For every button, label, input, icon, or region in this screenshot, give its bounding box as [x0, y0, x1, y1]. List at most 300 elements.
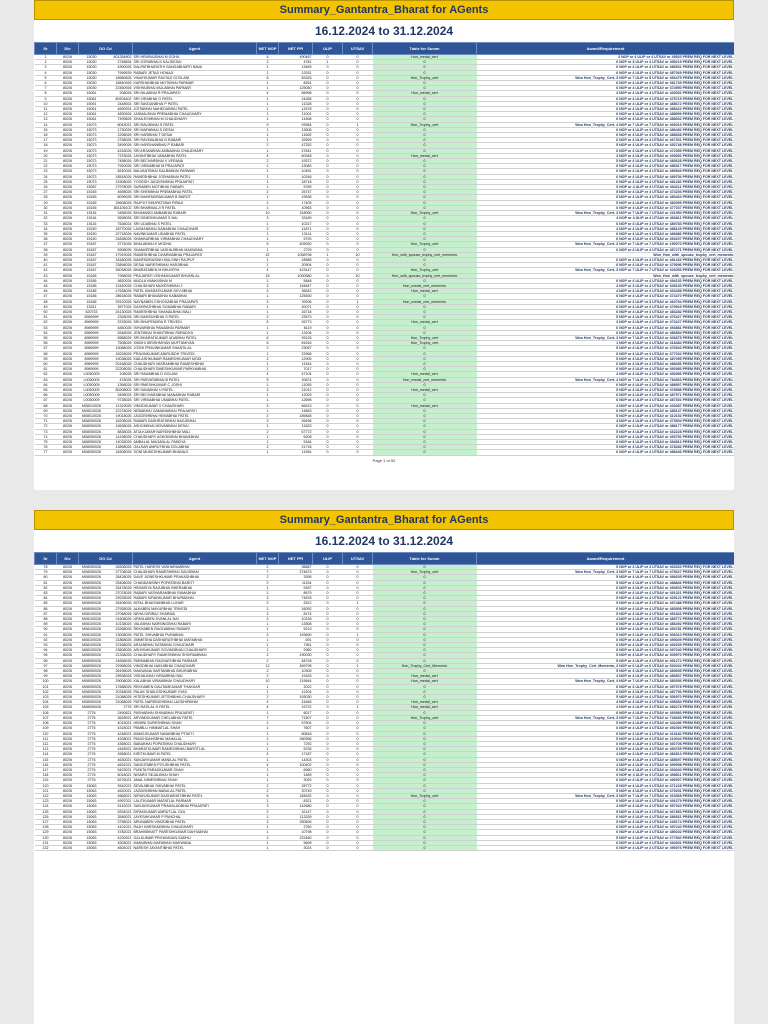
cell-award: 5 NOP or 4 ULIP or 4 UTSAV or 309970 PREM REQ FOR NEXT LEVEL: [477, 653, 734, 658]
cell-code: 18518026: [105, 174, 133, 179]
cell-do: 15063: [79, 799, 105, 804]
cell-sr: 94: [35, 648, 57, 653]
cell-do: M08050026: [79, 596, 105, 601]
cell-agent: RAJPUT BHUPATSINH PIRAJI: [133, 200, 257, 205]
cell-table-summ: 0: [373, 263, 477, 268]
cell-net-nop: 3: [257, 804, 279, 809]
cell-agent: KIRITKUMAR M PATEL: [133, 752, 257, 757]
cell-div: 802/6: [57, 424, 79, 429]
cell-do: 2776: [79, 767, 105, 772]
cell-table-summ: 0: [373, 424, 477, 429]
cell-agent: SRI RAVJIBHAI S PATEL: [133, 122, 257, 127]
cell-award: 6 NOP or 4 ULIP or 4 UTSAV or 494816 PREM REQ FOR NEXT LEVEL: [477, 440, 734, 445]
cell-code: 18840926: [105, 81, 133, 86]
cell-do: 15186: [79, 278, 105, 283]
cell-ulip: 0: [313, 320, 343, 325]
cell-award: 5 NOP or 4 ULIP or 4 UTSAV or 452748 PREM REQ FOR NEXT LEVEL: [477, 143, 734, 148]
cell-net-fpi: 10963: [279, 205, 313, 210]
cell-table-summ: 0: [373, 710, 477, 715]
cell-utsav: 0: [343, 320, 373, 325]
cell-agent: ATULKUMAR NARSINHBHAI MALI: [133, 429, 257, 434]
cell-div: 802/6: [57, 247, 79, 252]
table-row: [35, 450, 735, 455]
cell-agent: MAHENDRASINH MULSINH RAJPUT: [133, 257, 257, 262]
cell-net-nop: 1: [257, 263, 279, 268]
cell-do: 15116: [79, 216, 105, 221]
cell-net-fpi: 20904: [279, 263, 313, 268]
cell-table-summ: 0: [373, 450, 477, 455]
cell-utsav: 0: [343, 637, 373, 642]
cell-agent: CHANDANSINH POPATBHAI BAROT: [133, 580, 257, 585]
cell-do: M08050026: [79, 429, 105, 434]
cell-sr: 22: [35, 164, 57, 169]
cell-net-nop: 1: [257, 179, 279, 184]
cell-sr: 31: [35, 211, 57, 216]
cell-code: 4604021: [105, 845, 133, 850]
cell-utsav: 0: [343, 325, 373, 330]
cell-ulip: 0: [313, 783, 343, 788]
cell-ulip: 0: [313, 185, 343, 190]
cell-ulip: 0: [313, 622, 343, 627]
cell-div: 802/6: [57, 840, 79, 845]
cell-net-fpi: 280956: [279, 736, 313, 741]
cell-net-nop: 1: [257, 112, 279, 117]
cell-utsav: 0: [343, 70, 373, 75]
cell-net-fpi: 4781: [279, 60, 313, 65]
cell-net-nop: 3: [257, 289, 279, 294]
cell-do: 15063: [79, 819, 105, 824]
cell-agent: JENTIBHAI SHANTIBHAI PARADIYA: [133, 330, 257, 335]
cell-net-fpi: 10451: [279, 169, 313, 174]
cell-net-fpi: 60948: [279, 153, 313, 158]
cell-agent: DIPAKKUMAR AMRUTLAL OZA: [133, 809, 257, 814]
cell-net-fpi: 19372: [279, 159, 313, 164]
cell-code: 17638026: [105, 289, 133, 294]
cell-div: 802/6: [57, 143, 79, 148]
cell-agent: JAGDISHBHAI HEMABHAI PATEL: [133, 414, 257, 419]
cell-award: 4 NOP or 4 ULIP or 4 UTSAV or 439052 PREM REQ FOR NEXT LEVEL: [477, 153, 734, 158]
cell-code: 18980826: [105, 75, 133, 80]
cell-code: 4630021: [105, 757, 133, 762]
cell-code: 26198026: [105, 669, 133, 674]
cell-net-fpi: 8321: [279, 799, 313, 804]
cell-do: 15166: [79, 273, 105, 278]
report-title: Summary_Gantantra_Bharat for AGents: [34, 0, 734, 20]
cell-div: 802/6: [57, 565, 79, 570]
cell-agent: JASMALBHAI PREMABHAI CHAUDHARY: [133, 112, 257, 117]
cell-net-fpi: 83325: [279, 75, 313, 80]
report-title: Summary_Gantantra_Bharat for AGents: [34, 510, 734, 530]
cell-net-fpi: 19163: [279, 674, 313, 679]
cell-table-summ: Hon_Trophy_cert: [373, 75, 477, 80]
cell-net-fpi: 33189: [279, 216, 313, 221]
cell-award: 5 NOP or 4 ULIP or 4 UTSAV or 489695 PREM REQ FOR NEXT LEVEL: [477, 669, 734, 674]
cell-agent: NARESH JAYANTIBHAI PATEL: [133, 845, 257, 850]
cell-utsav: 0: [343, 783, 373, 788]
cell-table-summ: 0: [373, 611, 477, 616]
cell-utsav: 0: [343, 643, 373, 648]
cell-utsav: 0: [343, 377, 373, 382]
cell-net-fpi: 7292: [279, 741, 313, 746]
cell-code: 22968026: [105, 663, 133, 668]
cell-net-fpi: 22968: [279, 351, 313, 356]
cell-net-fpi: 7607: [279, 726, 313, 731]
cell-do: M08050026: [79, 575, 105, 580]
cell-do: 15150: [79, 231, 105, 236]
cell-table-summ: Hon_medal_cert: [373, 153, 477, 158]
cell-do: 620733: [79, 309, 105, 314]
cell-award: 5 NOP or 4 ULIP or 4 UTSAV or 463333 PREM REQ FOR NEXT LEVEL: [477, 565, 734, 570]
cell-agent: SANJAYKUMAR PRAHALADBHAI PRAJAPATI: [133, 804, 257, 809]
cell-div: 802/6: [57, 309, 79, 314]
cell-net-nop: 2: [257, 143, 279, 148]
cell-utsav: 0: [343, 814, 373, 819]
cell-utsav: 0: [343, 294, 373, 299]
cell-award: 6 NOP or 4 ULIP or 4 UTSAV or 467301 PREM REQ FOR NEXT LEVEL: [477, 138, 734, 143]
cell-sr: 46: [35, 289, 57, 294]
cell-ulip: 0: [313, 741, 343, 746]
cell-agent: AMBALAL MAGANLAL PANDYA: [133, 440, 257, 445]
cell-div: 802/6: [57, 252, 79, 257]
cell-net-nop: 1: [257, 107, 279, 112]
cell-net-nop: 1: [257, 304, 279, 309]
cell-ulip: 0: [313, 330, 343, 335]
cell-utsav: 0: [343, 721, 373, 726]
cell-table-summ: 0: [373, 434, 477, 439]
cell-award: 5 NOP or 4 ULIP or 4 UTSAV or 471228 PREM REQ FOR NEXT LEVEL: [477, 783, 734, 788]
cell-table-summ: 0: [373, 445, 477, 450]
cell-ulip: 0: [313, 429, 343, 434]
cell-net-fpi: 16092: [279, 606, 313, 611]
cell-do: M08010026: [79, 414, 105, 419]
cell-sr: 12: [35, 112, 57, 117]
col-net-nop: NET NOP: [257, 553, 279, 565]
cell-net-nop: 1: [257, 825, 279, 830]
cell-sr: 114: [35, 752, 57, 757]
cell-net-fpi: 125530: [279, 294, 313, 299]
cell-agent: SHANKARBHAI VIRMABHAI CHAUDHARY: [133, 237, 257, 242]
cell-ulip: 0: [313, 440, 343, 445]
cell-ulip: 0: [313, 372, 343, 377]
cell-utsav: 0: [343, 60, 373, 65]
cell-code: 8838026: [105, 429, 133, 434]
cell-do: 15030: [79, 75, 105, 80]
cell-div: 802/6: [57, 138, 79, 143]
cell-net-fpi: 274673: [279, 570, 313, 575]
cell-net-fpi: 5184: [279, 440, 313, 445]
cell-award: 6 NOP or 4 ULIP or 4 UTSAV or 497240 PREM REQ FOR NEXT LEVEL: [477, 825, 734, 830]
cell-utsav: 0: [343, 731, 373, 736]
cell-ulip: 0: [313, 335, 343, 340]
cell-agent: ASHVINKUMAR GOVINDBHAI CHAUDHARY: [133, 648, 257, 653]
cell-table-summ: Hon_Trophy_Cert_Memento: [373, 663, 477, 668]
cell-do: M08050026: [79, 700, 105, 705]
cell-net-fpi: 93125: [279, 335, 313, 340]
cell-ulip: 0: [313, 726, 343, 731]
cell-utsav: 0: [343, 96, 373, 101]
cell-agent: BRAHMBHATT PARESHKUMAR DAHYABHAI: [133, 830, 257, 835]
cell-award: 6 NOP or 4 ULIP or 4 UTSAV or 488672 PREM REQ FOR NEXT LEVEL: [477, 101, 734, 106]
cell-code: 17688026: [105, 684, 133, 689]
cell-ulip: 0: [313, 596, 343, 601]
date-range: 16.12.2024 to 31.12.2024: [34, 20, 734, 42]
cell-award: 4 NOP or 4 ULIP or 4 UTSAV or 452896 PREM REQ FOR NEXT LEVEL: [477, 372, 734, 377]
cell-agent: JOSHI PRAVINKUMAR SHANTILAL: [133, 346, 257, 351]
cell-code: 4620021: [105, 788, 133, 793]
cell-net-nop: 1: [257, 164, 279, 169]
cell-agent: SRI VIRABHAI G PATEL: [133, 96, 257, 101]
cell-award: 5 NOP or 4 ULIP or 4 UTSAV or 478988 PREM REQ FOR NEXT LEVEL: [477, 388, 734, 393]
cell-div: 802/6: [57, 257, 79, 262]
cell-award: 6 NOP or 4 ULIP or 4 UTSAV or 491321 PREM REQ FOR NEXT LEVEL: [477, 591, 734, 596]
cell-net-nop: 2: [257, 736, 279, 741]
cell-award: 4 NOP or 4 ULIP or 4 UTSAV or 473504 PREM REQ FOR NEXT LEVEL: [477, 419, 734, 424]
cell-award: 6 NOP or 4 ULIP or 4 UTSAV or 491739 PREM REQ FOR NEXT LEVEL: [477, 81, 734, 86]
col-award: Award/Requirement: [477, 43, 734, 55]
cell-net-fpi: 1489: [279, 773, 313, 778]
cell-net-nop: 1: [257, 450, 279, 455]
cell-ulip: 0: [313, 221, 343, 226]
cell-utsav: 0: [343, 585, 373, 590]
cell-div: 802/6: [57, 356, 79, 361]
cell-utsav: 0: [343, 440, 373, 445]
cell-code: 25478026: [105, 585, 133, 590]
cell-sr: 44: [35, 278, 57, 283]
cell-agent: AMAL NIMESHBHAI SHAH: [133, 778, 257, 783]
cell-sr: 107: [35, 715, 57, 720]
cell-net-fpi: 142680: [279, 804, 313, 809]
cell-sr: 89: [35, 622, 57, 627]
agents-table: [34, 42, 734, 456]
cell-table-summ: 0: [373, 778, 477, 783]
cell-ulip: 0: [313, 112, 343, 117]
cell-net-fpi: 10217: [279, 221, 313, 226]
cell-award: 6 NOP or 4 ULIP or 4 UTSAV or 499309 PREM REQ FOR NEXT LEVEL: [477, 637, 734, 642]
cell-award: 4 NOP or 4 ULIP or 3 UTSAV or 460794 PREM REQ FOR NEXT LEVEL: [477, 299, 734, 304]
cell-ulip: 0: [313, 835, 343, 840]
cell-utsav: 0: [343, 205, 373, 210]
cell-do: 15063: [79, 788, 105, 793]
cell-net-fpi: 423147: [279, 268, 313, 273]
cell-div: 802/6: [57, 86, 79, 91]
cell-ulip: 0: [313, 55, 343, 60]
cell-ulip: 0: [313, 237, 343, 242]
cell-code: 1368026: [105, 382, 133, 387]
cell-do: 15030: [79, 65, 105, 70]
cell-ulip: 0: [313, 289, 343, 294]
cell-utsav: 0: [343, 148, 373, 153]
cell-agent: KALABHAI VIRAMBHAI CHAUDHARY: [133, 679, 257, 684]
cell-div: 802/6: [57, 700, 79, 705]
cell-sr: 123: [35, 799, 57, 804]
cell-table-summ: 0: [373, 138, 477, 143]
cell-sr: 109: [35, 726, 57, 731]
cell-div: 802/6: [57, 731, 79, 736]
cell-table-summ: 0: [373, 278, 477, 283]
cell-code: 29228026: [105, 596, 133, 601]
cell-agent: ARUNABEN VINODBHAI PATEL: [133, 819, 257, 824]
cell-div: 802/6: [57, 747, 79, 752]
cell-agent: HITESHKUMAR JETSHIBHAI CHAUDHARY: [133, 695, 257, 700]
cell-sr: 86: [35, 606, 57, 611]
cell-net-fpi: 3395: [279, 575, 313, 580]
cell-award: 5 NOP or 4 ULIP or 4 UTSAV or 451272 PREM REQ FOR NEXT LEVEL: [477, 658, 734, 663]
cell-sr: 106: [35, 710, 57, 715]
cell-net-fpi: 32147: [279, 809, 313, 814]
cell-div: 802/6: [57, 216, 79, 221]
cell-div: 802/6: [57, 377, 79, 382]
cell-utsav: 0: [343, 767, 373, 772]
cell-agent: URMILABEN JIVANLAL NAI: [133, 617, 257, 622]
cell-code: 4368021: [105, 741, 133, 746]
cell-ulip: 0: [313, 382, 343, 387]
cell-do: 8989999: [79, 315, 105, 320]
cell-award: 5 NOP or 4 ULIP or 4 UTSAV or 474253 PREM REQ FOR NEXT LEVEL: [477, 190, 734, 195]
cell-ulip: 0: [313, 231, 343, 236]
cell-table-summ: Hon_medal_cert: [373, 403, 477, 408]
cell-award: 6 NOP or 4 ULIP or 4 UTSAV or 493881 PREM REQ FOR NEXT LEVEL: [477, 325, 734, 330]
cell-do: M08050026: [79, 450, 105, 455]
cell-table-summ: 0: [373, 221, 477, 226]
cell-net-fpi: 11544: [279, 361, 313, 366]
cell-do: 8989999: [79, 367, 105, 372]
cell-code: 28618026: [105, 294, 133, 299]
cell-net-nop: 4: [257, 752, 279, 757]
cell-sr: 102: [35, 689, 57, 694]
cell-net-fpi: 17405: [279, 200, 313, 205]
cell-do: 15063: [79, 825, 105, 830]
cell-table-summ: 0: [373, 773, 477, 778]
cell-div: 802/6: [57, 689, 79, 694]
cell-net-nop: 5: [257, 242, 279, 247]
cell-agent: REKHABEN GAUTAMKUMAR THAKKAR: [133, 684, 257, 689]
cell-code: 3758021: [105, 819, 133, 824]
cell-net-fpi: 21718: [279, 445, 313, 450]
cell-do: M08010026: [79, 403, 105, 408]
cell-agent: BALVANTBHAI DALBABHAI PARMAR: [133, 169, 257, 174]
cell-utsav: 0: [343, 169, 373, 174]
cell-net-nop: 2: [257, 601, 279, 606]
cell-net-fpi: 11578: [279, 107, 313, 112]
cell-award: 4 NOP or 4 ULIP or 3 UTSAV or 480278 PREM REQ FOR NEXT LEVEL: [477, 705, 734, 710]
cell-net-nop: 1: [257, 778, 279, 783]
cell-sr: 40: [35, 257, 57, 262]
cell-ulip: 0: [313, 91, 343, 96]
cell-table-summ: 0: [373, 133, 477, 138]
cell-agent: PATEL NARSINGHBHAI LAGDHIRBHAI: [133, 700, 257, 705]
cell-table-summ: 0: [373, 257, 477, 262]
cell-do: M08100026: [79, 648, 105, 653]
cell-do: M08050026: [79, 658, 105, 663]
cell-code: 27068026: [105, 611, 133, 616]
cell-net-fpi: 26496: [279, 419, 313, 424]
cell-code: 13898026: [105, 445, 133, 450]
cell-sr: 116: [35, 762, 57, 767]
cell-div: 802/6: [57, 419, 79, 424]
cell-table-summ: 0: [373, 575, 477, 580]
cell-agent: CHAUDHARI VASRAMBHAI RAMESHBHAI: [133, 361, 257, 366]
col-table-summ: Table for Summ: [373, 43, 477, 55]
cell-net-nop: 1: [257, 643, 279, 648]
cell-ulip: 0: [313, 377, 343, 382]
cell-net-fpi: 14853: [279, 408, 313, 413]
cell-div: 802/6: [57, 195, 79, 200]
cell-utsav: 0: [343, 622, 373, 627]
cell-table-summ: 0: [373, 767, 477, 772]
cell-award: 6 NOP or 4 ULIP or 4 UTSAV or 493792 PREM REQ FOR NEXT LEVEL: [477, 434, 734, 439]
cell-agent: SRI RAMABHAI D GOLANI: [133, 372, 257, 377]
cell-utsav: 0: [343, 445, 373, 450]
cell-code: 5908026: [105, 247, 133, 252]
cell-code: 4318021: [105, 726, 133, 731]
cell-table-summ: 0: [373, 414, 477, 419]
cell-net-nop: 1: [257, 237, 279, 242]
cell-sr: 53: [35, 325, 57, 330]
cell-ulip: 0: [313, 611, 343, 616]
cell-sr: 13: [35, 117, 57, 122]
cell-utsav: 0: [343, 835, 373, 840]
cell-award: 6 NOP or 4 ULIP or 4 UTSAV or 386661 PREM REQ FOR NEXT LEVEL: [477, 814, 734, 819]
cell-net-fpi: 5848: [279, 278, 313, 283]
cell-do: M08100026: [79, 622, 105, 627]
cell-sr: 10: [35, 101, 57, 106]
cell-award: 6 NOP or 4 ULIP or 4 UTSAV or 489202 PREM REQ FOR NEXT LEVEL: [477, 830, 734, 835]
cell-award: 6 NOP or 4 ULIP or 4 UTSAV or 486917 PREM REQ FOR NEXT LEVEL: [477, 164, 734, 169]
cell-ulip: 0: [313, 721, 343, 726]
cell-sr: 100: [35, 679, 57, 684]
cell-net-fpi: 7017: [279, 367, 313, 372]
cell-do: 15073: [79, 179, 105, 184]
cell-agent: MITAL BHAGVANBHAI LUHAR: [133, 601, 257, 606]
cell-div: 802/6: [57, 762, 79, 767]
cell-sr: 72: [35, 424, 57, 429]
cell-div: 802/6: [57, 705, 79, 710]
cell-agent: JAYESHKUMAR P PANCHAL: [133, 814, 257, 819]
cell-agent: BHARATABEN M BHUVRYA: [133, 268, 257, 273]
cell-code: 26038026: [105, 268, 133, 273]
cell-code: 7458026: [105, 159, 133, 164]
cell-award: 4 NOP or 4 ULIP or 4 UTSAV or 357320 PREM REQ FOR NEXT LEVEL: [477, 804, 734, 809]
cell-code: 18180026: [105, 257, 133, 262]
cell-code: 14198026: [105, 434, 133, 439]
cell-table-summ: 0: [373, 591, 477, 596]
cell-div: 802/6: [57, 231, 79, 236]
cell-div: 802/6: [57, 403, 79, 408]
cell-net-nop: 1: [257, 424, 279, 429]
cell-do: 15061: [79, 117, 105, 122]
cell-award: 4 NOP or 4 ULIP or 4 UTSAV or 488129 PREM REQ FOR NEXT LEVEL: [477, 226, 734, 231]
cell-table-summ: Hon_Trophy_cert: [373, 211, 477, 216]
cell-award: 6 NOP or 4 ULIP or 4 UTSAV or 485147 PREM REQ FOR NEXT LEVEL: [477, 408, 734, 413]
cell-award: 6 NOP or 4 ULIP or 4 UTSAV or 498511 PREM REQ FOR NEXT LEVEL: [477, 773, 734, 778]
cell-net-fpi: 691: [279, 637, 313, 642]
cell-sr: 103: [35, 695, 57, 700]
col-ulip: ULIP: [313, 553, 343, 565]
cell-div: 802/6: [57, 346, 79, 351]
cell-net-fpi: 20749: [279, 788, 313, 793]
cell-utsav: 0: [343, 153, 373, 158]
cell-award: 6 NOP or 4 ULIP or 4 UTSAV or 488999 PREM REQ FOR NEXT LEVEL: [477, 112, 734, 117]
cell-code: 5348026: [105, 330, 133, 335]
cell-sr: 63: [35, 377, 57, 382]
cell-net-fpi: 5793: [279, 237, 313, 242]
cell-sr: 126: [35, 814, 57, 819]
cell-div: 802/6: [57, 814, 79, 819]
cell-div: 802/6: [57, 148, 79, 153]
cell-div: 802/6: [57, 648, 79, 653]
cell-agent: PATEL HARESH VASHARAMBHAI: [133, 565, 257, 570]
cell-utsav: 0: [343, 309, 373, 314]
